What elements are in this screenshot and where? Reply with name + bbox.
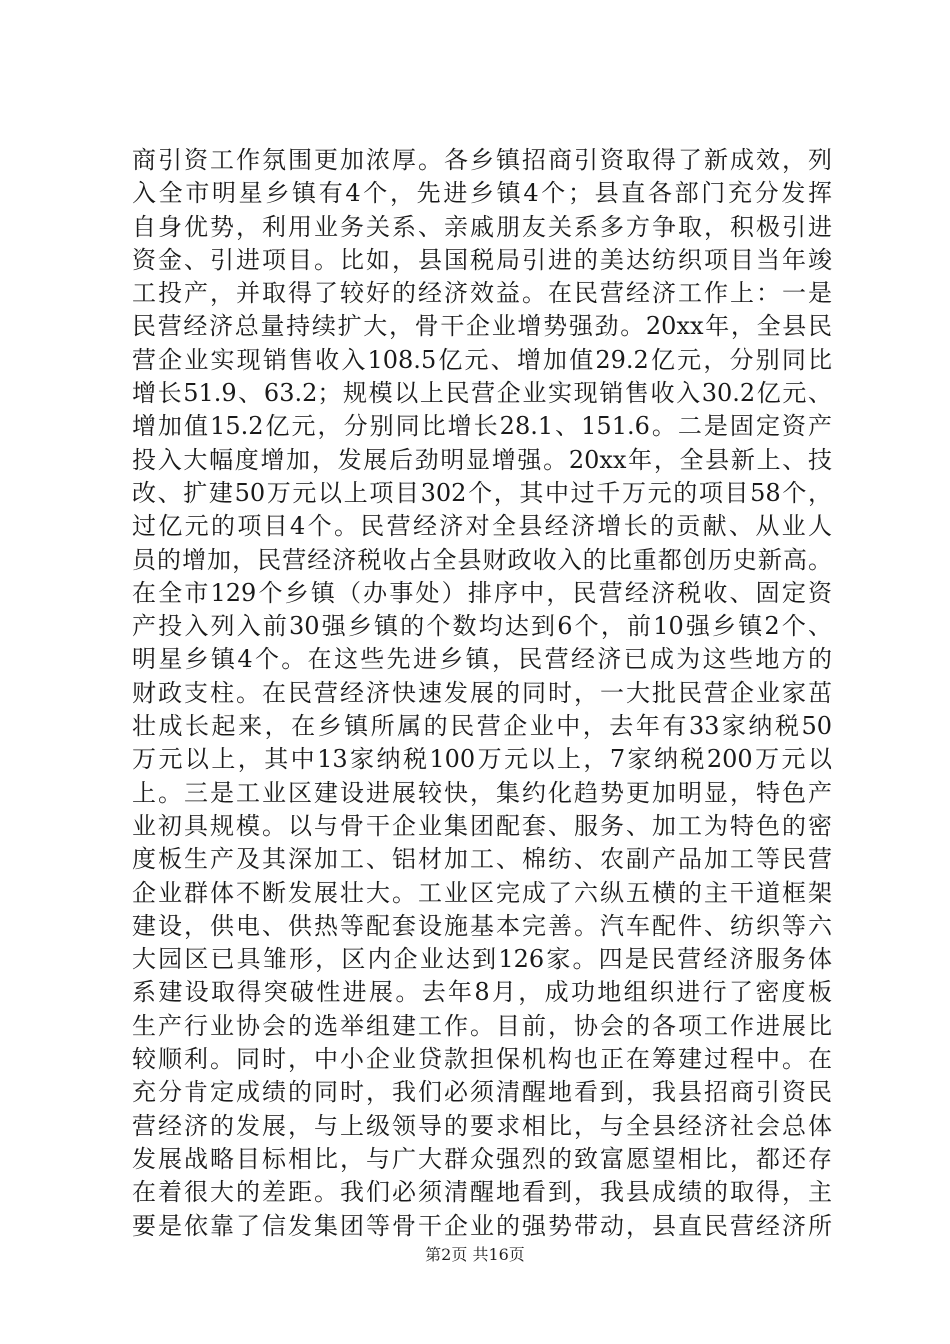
text-line: 壮成长起来，在乡镇所属的民营企业中，去年有33家纳税50 — [132, 712, 832, 741]
text-line: 生产行业协会的选举组建工作。目前，协会的各项工作进展比 — [132, 1011, 832, 1040]
text-line: 大园区已具雏形，区内企业达到126家。四是民营经济服务体 — [132, 945, 832, 974]
text-line: 度板生产及其深加工、铝材加工、棉纺、农副产品加工等民营 — [132, 845, 832, 874]
text-line: 充分肯定成绩的同时，我们必须清醒地看到，我县招商引资民 — [132, 1078, 832, 1107]
text-line: 改、扩建50万元以上项目302个，其中过千万元的项目58个， — [132, 478, 832, 507]
text-line: 万元以上，其中13家纳税100万元以上，7家纳税200万元以 — [132, 745, 832, 774]
page-number-footer: 第2页 共16页 — [425, 1245, 525, 1264]
text-line: 投入大幅度增加，发展后劲明显增强。20xx年，全县新上、技 — [132, 445, 832, 474]
text-line: 明星乡镇4个。在这些先进乡镇，民营经济已成为这些地方的 — [132, 645, 832, 674]
text-line: 员的增加，民营经济税收占全县财政收入的比重都创历史新高。 — [132, 545, 832, 574]
text-line: 较顺利。同时，中小企业贷款担保机构也正在筹建过程中。在 — [132, 1045, 832, 1074]
text-line: 过亿元的项目4个。民营经济对全县经济增长的贡献、从业人 — [132, 512, 832, 541]
text-line: 营企业实现销售收入108.5亿元、增加值29.2亿元，分别同比 — [132, 345, 832, 374]
text-line: 上。三是工业区建设进展较快，集约化趋势更加明显，特色产 — [132, 778, 832, 807]
text-line: 财政支柱。在民营经济快速发展的同时，一大批民营企业家茁 — [132, 678, 832, 707]
text-line: 资金、引进项目。比如，县国税局引进的美达纺织项目当年竣 — [132, 245, 832, 274]
text-line: 营经济的发展，与上级领导的要求相比，与全县经济社会总体 — [132, 1111, 832, 1140]
text-line: 工投产，并取得了较好的经济效益。在民营经济工作上：一是 — [132, 279, 832, 308]
body-text — [132, 144, 832, 1243]
text-line: 产投入列入前30强乡镇的个数均达到6个，前10强乡镇2个、 — [132, 612, 832, 641]
text-line: 业初具规模。以与骨干企业集团配套、服务、加工为特色的密 — [132, 811, 832, 840]
text-line: 企业群体不断发展壮大。工业区完成了六纵五横的主干道框架 — [132, 878, 832, 907]
text-line: 民营经济总量持续扩大，骨干企业增势强劲。20xx年，全县民 — [132, 312, 832, 341]
text-line: 商引资工作氛围更加浓厚。各乡镇招商引资取得了新成效，列 — [132, 146, 832, 174]
text-line: 自身优势，利用业务关系、亲戚朋友关系多方争取，积极引进 — [132, 212, 832, 241]
text-line: 增加值15.2亿元，分别同比增长28.1、151.6。二是固定资产 — [132, 412, 832, 441]
text-line: 入全市明星乡镇有4个，先进乡镇4个；县直各部门充分发挥 — [132, 179, 832, 208]
text-line: 发展战略目标相比，与广大群众强烈的致富愿望相比，都还存 — [132, 1144, 832, 1173]
text-line: 系建设取得突破性进展。去年8月，成功地组织进行了密度板 — [132, 978, 832, 1007]
text-line: 在着很大的差距。我们必须清醒地看到，我县成绩的取得，主 — [132, 1178, 832, 1207]
text-line: 要是依靠了信发集团等骨干企业的强势带动，县直民营经济所 — [132, 1211, 832, 1240]
text-line: 在全市129个乡镇（办事处）排序中，民营经济税收、固定资 — [132, 578, 832, 607]
text-line: 增长51.9、63.2；规模以上民营企业实现销售收入30.2亿元、 — [132, 379, 832, 408]
text-line: 建设，供电、供热等配套设施基本完善。汽车配件、纺织等六 — [132, 911, 832, 940]
